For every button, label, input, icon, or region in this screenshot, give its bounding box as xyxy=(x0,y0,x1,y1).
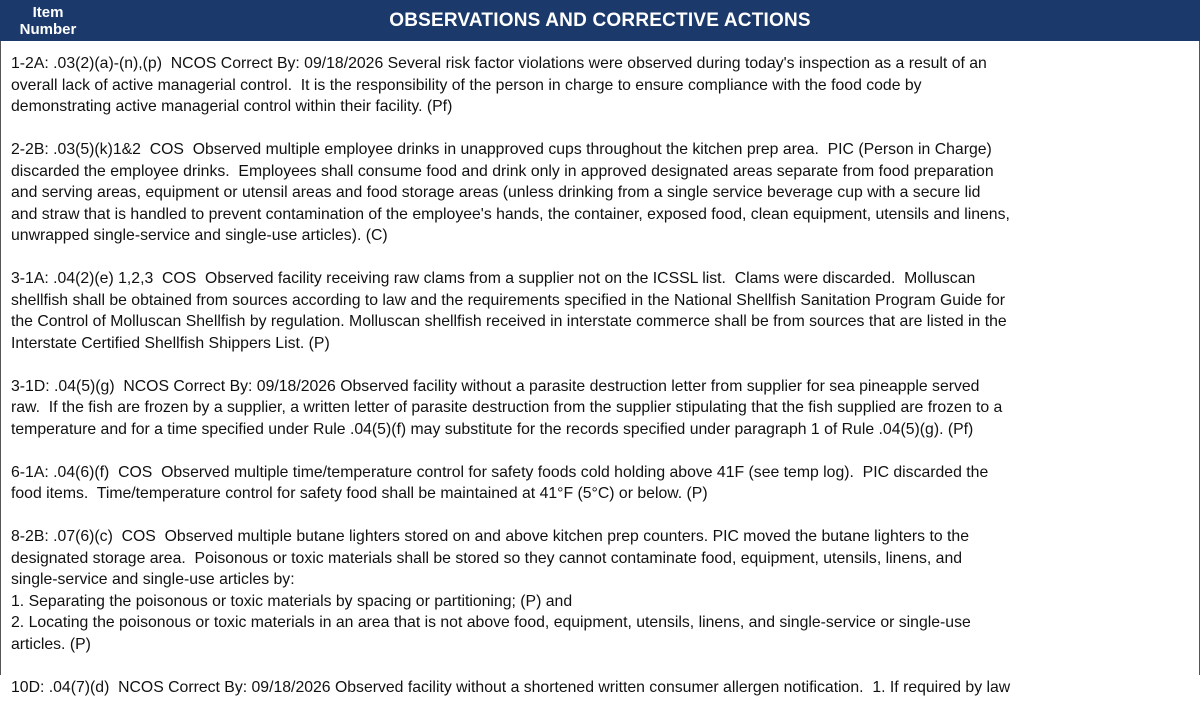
observation-text-line: designated storage area. Poisonous or toxic materials shall be stored so they cannot contaminate food, equipment, utensils, linens, and xyxy=(11,549,963,567)
observation-text-line: single-service and single-use articles by: xyxy=(11,571,295,588)
observation-text-line: shellfish shall be obtained from sources according to law and the requirements specified in the National Shellfish Sanitation Program Guide for xyxy=(11,291,1005,309)
observation-text-line: food items. Time/temperature control for safety food shall be maintained at 41°F (5°C) or below. (P) xyxy=(11,485,708,502)
item-header-line2: Number xyxy=(19,20,77,38)
table-header xyxy=(0,0,1200,41)
item-number-column-header xyxy=(0,0,96,41)
observation-text-line: 1-2A: .03(2)(a)-(n),(p) NCOS Correct By: 09/18/2026 Several risk factor violations were observed during today's inspection as a result of an xyxy=(11,55,987,72)
item-header-line1: Item xyxy=(32,3,64,21)
observation-text-line: Interstate Certified Shellfish Shippers List. (P) xyxy=(11,334,330,352)
observation-text-line: overall lack of active managerial control. It is the responsibility of the person in charge to ensure compliance with the food code by xyxy=(11,76,922,94)
observation-text-line: demonstrating active managerial control within their facility. (Pf) xyxy=(11,98,453,115)
observation-text-line: 1. Separating the poisonous or toxic materials by spacing or partitioning; (P) and xyxy=(11,592,573,610)
observation-text-line: unwrapped single-service and single-use articles). (C) xyxy=(11,227,388,244)
observation-text-line: 8-2B: .07(6)(c) COS Observed multiple butane lighters stored on and above kitchen prep counters. PIC moved the butane lighters to the xyxy=(11,528,969,545)
observation-text-line: articles. (P) xyxy=(11,635,91,653)
observation-entry xyxy=(11,462,1191,505)
observation-text-line: raw. If the fish are frozen by a supplier, a written letter of parasite destruction from the supplier stipulating that the fish supplied are frozen to a xyxy=(11,399,1003,416)
section-title: OBSERVATIONS AND CORRECTIVE ACTIONS xyxy=(389,9,811,31)
observation-text-line: 2-2B: .03(5)(k)1&2 COS Observed multiple employee drinks in unapproved cups throughout the kitchen prep area. PIC (Person in Charge) xyxy=(11,141,992,158)
observation-text-line: 6-1A: .04(6)(f) COS Observed multiple time/temperature control for safety foods cold holding above 41F (see temp log). PIC discarded the xyxy=(11,463,989,481)
observation-entry xyxy=(11,526,1191,655)
observation-text-line: 2. Locating the poisonous or toxic materials in an area that is not above food, equipment, utensils, linens, and single-service or single-use xyxy=(11,614,971,631)
observation-text-line: 3-1A: .04(2)(e) 1,2,3 COS Observed facility receiving raw clams from a supplier not on the ICSSL list. Clams were discarded. Molluscan xyxy=(11,270,976,287)
observation-text-line: 10D: .04(7)(d) NCOS Correct By: 09/18/2026 Observed facility without a shortened written consumer allergen notification. 1. If required by law xyxy=(11,678,1011,696)
observation-entry xyxy=(11,677,1191,699)
observation-text-line: temperature and for a time specified under Rule .04(5)(f) may substitute for the records specified under paragraph 1 of Rule .04(5)(g). (Pf) xyxy=(11,420,974,438)
observation-text-line: discarded the employee drinks. Employees shall consume food and drink only in approved designated areas separate from food preparation xyxy=(11,162,994,180)
observations-list xyxy=(11,53,1191,720)
observation-entry xyxy=(11,376,1191,441)
observation-entry xyxy=(11,268,1191,354)
observation-text-line: 3-1D: .04(5)(g) NCOS Correct By: 09/18/2026 Observed facility without a parasite destruction letter from supplier for sea pineapple served xyxy=(11,377,980,395)
observation-text-line: and serving areas, equipment or utensil areas and food storage areas (unless drinking from a single service beverage cup with a secure lid xyxy=(11,184,981,201)
observation-entry xyxy=(11,53,1191,118)
observation-entry xyxy=(11,139,1191,247)
observation-text-line: the Control of Molluscan Shellfish by regulation. Molluscan shellfish received in interstate commerce shall be from sources that are listed in the xyxy=(11,313,1007,330)
observation-text-line: and straw that is handled to prevent contamination of the employee's hands, the container, exposed food, clean equipment, utensils and linens, xyxy=(11,205,1010,223)
